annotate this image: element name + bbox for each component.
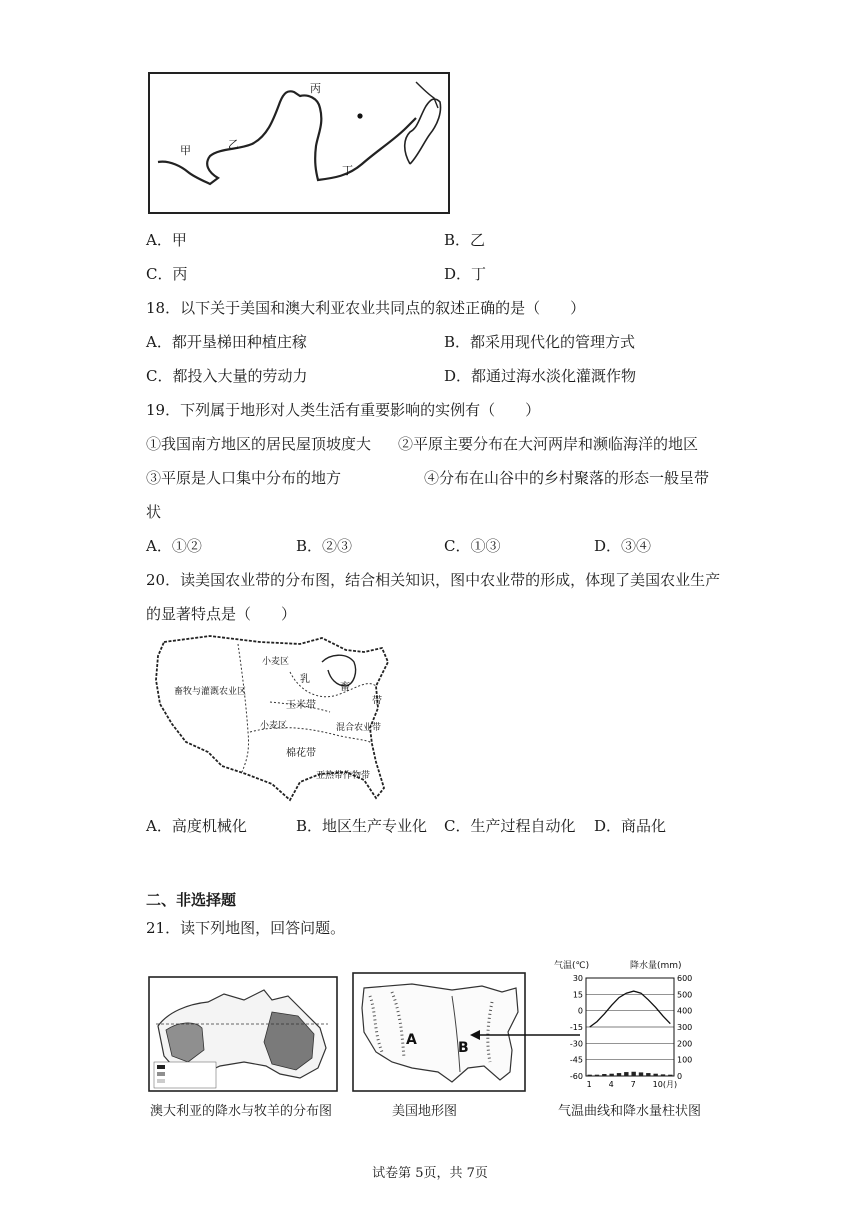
q19-option-c[interactable]: C．①③ [444,537,501,555]
q17-map-point [357,113,362,118]
climate-precip-tick: 200 [677,1039,693,1049]
climate-temp-tick: -30 [569,1039,583,1049]
climate-precip-bar [609,1074,613,1076]
q20-option-c[interactable]: C．生产过程自动化 [444,817,576,835]
q17-option-b[interactable]: B．乙 [444,231,486,249]
q20-label-corn: 玉米带 [286,700,316,711]
q17-option-d[interactable]: D．丁 [444,265,487,283]
q20-label-wheat2: 小麦区 [260,721,288,731]
climate-xticks [587,1080,677,1089]
page-footer: 试卷第 5页，共 7页 [372,1166,488,1181]
climate-precip-bar [631,1072,635,1076]
q19-option-a[interactable]: A．①② [146,537,202,555]
q21-climate-caption: 气温曲线和降水量柱状图 [558,1104,702,1119]
climate-temp-tick: 30 [572,974,583,983]
climate-precip-tick: 500 [677,990,693,1000]
q19-item-3: ③平原是人口集中分布的地方 [146,469,342,487]
climate-temp-label: 气温(℃) [554,961,590,971]
climate-precip-tick: 600 [677,974,693,983]
q21-australia-map-svg [148,976,338,1092]
q20-label-cotton: 棉花带 [286,748,316,759]
q19-item-4: ④分布在山谷中的乡村聚落的形态一般呈带 [424,469,710,487]
climate-temp-tick: -15 [569,1023,583,1032]
q20-usa-agri-map [150,632,396,806]
climate-bars [587,1072,672,1076]
q17-label-b: 乙 [228,138,239,151]
q20-label-dairy3: 带 [372,696,382,707]
climate-precip-bar [639,1072,643,1076]
q20-label-mixed: 混合农业带 [336,723,382,733]
climate-precip-bar [653,1074,657,1076]
q17-label-a: 甲 [180,144,191,157]
climate-temp-line [590,991,671,1027]
q19-item-2: ②平原主要分布在大河两岸和濒临海洋的地区 [398,435,699,453]
q20-label-dairy1: 乳 [300,674,310,685]
q19-item-4-cont: 状 [146,503,162,521]
climate-month-tick: 10(月) [652,1080,678,1089]
q18-stem: 18．以下关于美国和澳大利亚农业共同点的叙述正确的是（ ） [146,299,586,317]
climate-precip-bar [668,1075,672,1076]
q19-item-1: ①我国南方地区的居民屋顶坡度大 [146,435,372,453]
q21-usa-label-a: A [406,1032,417,1048]
climate-precip-tick: 0 [677,1072,683,1081]
climate-precip-tick: 400 [677,1006,693,1016]
climate-precip-bar [624,1072,628,1076]
climate-temp-tick: -45 [569,1055,583,1065]
q20-label-pasture: 畜牧与灌溉农业区 [174,687,247,697]
climate-month-tick: 4 [608,1080,614,1089]
climate-precip-bar [617,1073,621,1076]
climate-precip-label: 降水量(mm) [630,961,682,971]
q20-label-subtropical: 亚热带作物带 [316,771,371,781]
climate-precip-tick: 300 [677,1023,693,1032]
q21-usa-label-b: B [458,1040,469,1056]
q17-label-d: 丁 [342,164,353,177]
q21-aus-legend-swatch-1 [157,1065,165,1069]
q21-aus-legend-swatch-3 [157,1079,165,1083]
climate-precip-bar [602,1074,606,1076]
climate-precip-tick: 100 [677,1055,693,1065]
q20-label-wheat: 小麦区 [262,657,290,667]
climate-precip-bar [587,1075,591,1076]
q17-option-c[interactable]: C．丙 [146,265,188,283]
q18-option-d[interactable]: D．都通过海水淡化灌溉作物 [444,367,637,385]
q18-option-c[interactable]: C．都投入大量的劳动力 [146,367,308,385]
q20-option-a[interactable]: A．高度机械化 [146,817,247,835]
climate-temp-tick: 15 [572,990,583,1000]
q21-climate-chart [552,954,708,1094]
q19-option-b[interactable]: B．②③ [296,537,353,555]
climate-precip-bar [661,1074,665,1076]
section-heading: 二、非选择题 [146,891,237,909]
q21-australia-map [148,976,338,1092]
climate-temp-tick: -60 [569,1072,583,1081]
q20-label-dairy2: 畜 [340,682,350,693]
climate-temp-tick: 0 [577,1006,583,1016]
q17-map [148,72,450,214]
q21-usa-caption: 美国地形图 [392,1104,458,1119]
q17-option-a[interactable]: A．甲 [146,231,187,249]
q17-map-svg [148,72,450,214]
q19-option-d[interactable]: D．③④ [594,537,652,555]
q21-stem: 21．读下列地图，回答问题。 [146,919,346,937]
climate-precip-bar [595,1075,599,1076]
q17-label-c: 丙 [310,82,321,95]
q21-climate-chart-svg [552,954,708,1094]
climate-month-tick: 7 [630,1080,636,1089]
q18-option-a[interactable]: A．都开垦梯田种植庄稼 [146,333,307,351]
q20-stem-line1: 20．读美国农业带的分布图，结合相关知识，图中农业带的形成，体现了美国农业生产 [146,571,721,589]
q21-aus-legend-swatch-2 [157,1072,165,1076]
q18-option-b[interactable]: B．都采用现代化的管理方式 [444,333,636,351]
q21-arrow-head [470,1030,480,1040]
q20-option-d[interactable]: D．商品化 [594,817,667,835]
climate-precip-bar [646,1073,650,1076]
q17-map-frame [149,73,449,213]
q21-aus-caption: 澳大利亚的降水与牧羊的分布图 [150,1104,333,1119]
q20-stem-line2: 的显著特点是（ ） [146,605,297,623]
q20-usa-agri-map-svg [150,632,396,806]
q19-stem: 19．下列属于地形对人类生活有重要影响的实例有（ ） [146,401,541,419]
climate-month-tick: 1 [586,1080,592,1089]
q20-option-b[interactable]: B．地区生产专业化 [296,817,428,835]
